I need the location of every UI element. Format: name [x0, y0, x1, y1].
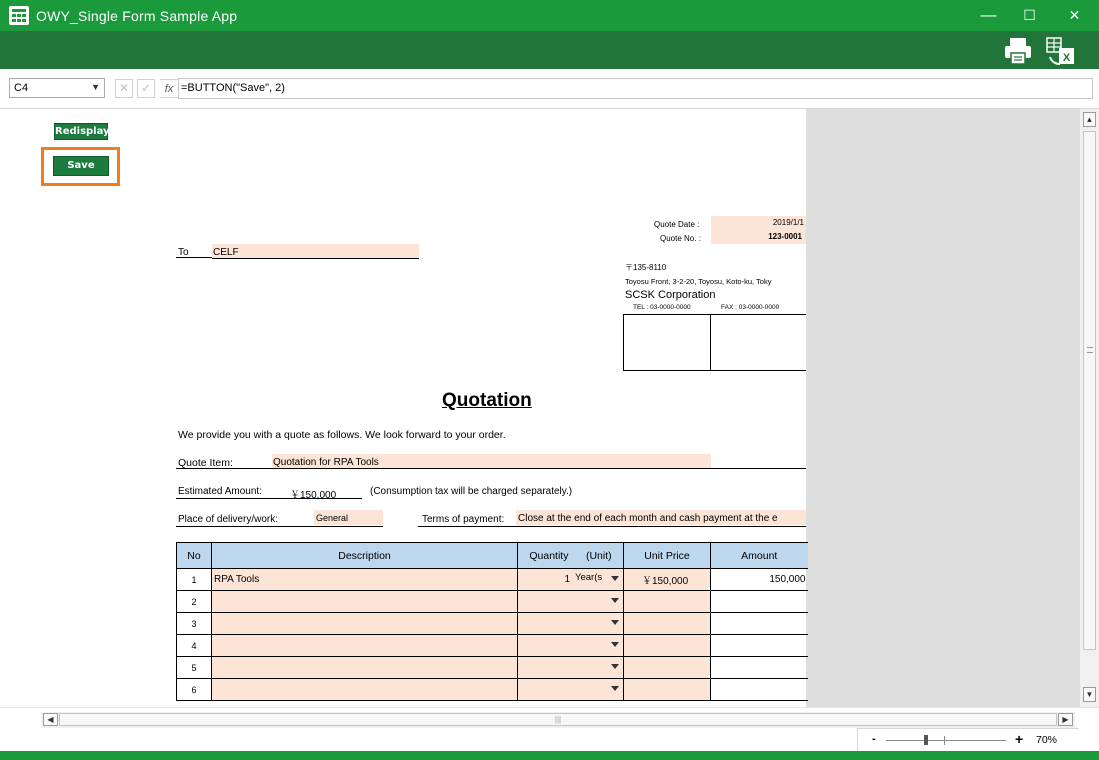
row-number: 6 [177, 679, 212, 701]
title-bar [0, 0, 1099, 31]
quote-table [176, 542, 808, 701]
description-value: RPA Tools [214, 574, 260, 585]
payment-field[interactable]: Close at the end of each month and cash payment at the e [516, 510, 806, 525]
unit-price-cell[interactable] [624, 613, 711, 635]
unit-price-cell[interactable] [624, 569, 711, 591]
quote-number-field[interactable]: 123-0001 [711, 230, 806, 244]
function-icon[interactable]: fx [160, 79, 178, 98]
to-underline [176, 257, 212, 258]
header-quantity-label: Quantity [529, 549, 569, 562]
formula-input[interactable]: =BUTTON("Save", 2) [178, 78, 1093, 99]
chevron-down-icon[interactable] [611, 642, 619, 647]
bottom-bar [0, 707, 1099, 751]
to-field[interactable]: CELF [212, 244, 419, 259]
stamp-box-2 [710, 314, 806, 371]
confirm-edit-icon[interactable]: ✓ [137, 79, 155, 98]
zoom-slider-track[interactable] [886, 740, 1006, 741]
table-body [177, 569, 808, 701]
row-number: 5 [177, 657, 212, 679]
chevron-down-icon: ▼ [91, 82, 100, 92]
description-cell[interactable] [212, 569, 518, 591]
estimated-amount-label: Estimated Amount: [178, 486, 262, 497]
header-unit-label: (Unit) [585, 549, 612, 562]
delivery-field[interactable]: General [314, 510, 383, 525]
payment-underline [418, 526, 806, 527]
spreadsheet-area[interactable] [0, 109, 1079, 707]
amount-cell [711, 569, 808, 591]
delivery-underline [176, 526, 383, 527]
table-row [177, 591, 808, 613]
window-title: OWY_Single Form Sample App [36, 8, 238, 24]
zoom-slider-tick [944, 736, 945, 745]
quantity-unit-cell[interactable] [518, 679, 624, 701]
vertical-scrollbar[interactable] [1079, 109, 1099, 707]
description-cell[interactable] [212, 657, 518, 679]
row-number: 2 [177, 591, 212, 613]
header-unit-price: Unit Price [624, 543, 711, 569]
intro-text: We provide you with a quote as follows. We look forward to your order. [178, 429, 506, 441]
stamp-box-1 [623, 314, 711, 371]
quantity-unit-cell[interactable] [518, 635, 624, 657]
unit-price-cell[interactable] [624, 679, 711, 701]
quantity-unit-cell[interactable] [518, 591, 624, 613]
row-number: 4 [177, 635, 212, 657]
chevron-down-icon[interactable] [611, 620, 619, 625]
scroll-left-icon[interactable]: ◀ [43, 713, 58, 726]
amount-cell [711, 657, 808, 679]
unit-price-cell[interactable] [624, 635, 711, 657]
company-fax: FAX : 03-0000-0000 [721, 304, 780, 311]
quote-date-field[interactable]: 2019/1/1 [711, 216, 806, 230]
header-description: Description [212, 543, 518, 569]
quote-number-label: Quote No. : [660, 234, 701, 243]
description-cell[interactable] [212, 613, 518, 635]
chevron-down-icon[interactable] [611, 686, 619, 691]
header-amount: Amount [711, 543, 808, 569]
cell-reference-box[interactable] [9, 78, 105, 98]
amount-cell [711, 591, 808, 613]
amount-cell [711, 679, 808, 701]
quote-date-label: Quote Date : [654, 220, 700, 229]
cancel-edit-icon[interactable]: ✕ [115, 79, 133, 98]
row-number: 1 [177, 569, 212, 591]
cell-reference-value: C4 [14, 82, 29, 94]
tax-note: (Consumption tax will be charged separately.) [370, 486, 573, 497]
chevron-down-icon[interactable] [611, 664, 619, 669]
estimated-amount-value: ￥150,000 [290, 490, 337, 501]
printer-icon[interactable] [1002, 35, 1034, 67]
horizontal-scroll-thumb[interactable]: ||| [59, 713, 1057, 726]
excel-export-icon[interactable] [1044, 35, 1076, 67]
table-row [177, 657, 808, 679]
scroll-down-icon[interactable]: ▼ [1083, 687, 1096, 702]
document-title: Quotation [442, 390, 532, 411]
vertical-scroll-thumb[interactable] [1083, 131, 1096, 650]
out-of-print-area [806, 109, 1079, 707]
unit-value: Year(s [575, 572, 603, 583]
zoom-in-button[interactable]: + [1015, 731, 1024, 747]
header-no: No [177, 543, 212, 569]
scroll-right-icon[interactable]: ▶ [1058, 713, 1073, 726]
horizontal-scrollbar[interactable] [41, 712, 1075, 728]
svg-text:X: X [1062, 52, 1071, 64]
redisplay-button[interactable]: Redisplay [54, 123, 108, 140]
chevron-down-icon[interactable] [611, 576, 619, 581]
quote-item-underline [176, 468, 806, 469]
row-number: 3 [177, 613, 212, 635]
company-name: SCSK Corporation [625, 289, 716, 301]
amount-value: 150,000 [769, 574, 806, 585]
maximize-button[interactable]: ☐ [1023, 7, 1036, 23]
quote-item-field[interactable]: Quotation for RPA Tools [272, 454, 711, 468]
minimize-button[interactable]: — [980, 6, 997, 24]
company-address: Toyosu Front, 3-2-20, Toyosu, Koto-ku, Toky [625, 277, 772, 286]
grip-icon [1087, 347, 1093, 353]
table-row [177, 613, 808, 635]
unit-price-value: ￥150,000 [642, 576, 689, 587]
amount-cell [711, 635, 808, 657]
status-bar [0, 751, 1099, 760]
zoom-out-button[interactable]: - [872, 733, 876, 745]
ribbon-toolbar [0, 31, 1099, 69]
header-quantity [518, 543, 624, 569]
table-row [177, 569, 808, 591]
to-label: To [178, 247, 189, 258]
delivery-label: Place of delivery/work: [178, 514, 279, 525]
quantity-unit-cell[interactable] [518, 613, 624, 635]
quantity-unit-cell[interactable] [518, 569, 624, 591]
table-row [177, 635, 808, 657]
unit-price-cell[interactable] [624, 591, 711, 613]
scroll-up-icon[interactable]: ▲ [1083, 112, 1096, 127]
company-postal: 〒135-8110 [625, 263, 667, 272]
zoom-slider-handle[interactable] [924, 735, 928, 745]
payment-label: Terms of payment: [422, 514, 505, 525]
amount-cell [711, 613, 808, 635]
save-button[interactable]: Save [53, 156, 109, 176]
description-cell[interactable] [212, 679, 518, 701]
description-cell[interactable] [212, 591, 518, 613]
quantity-value: 1 [564, 574, 570, 585]
formula-bar [0, 69, 1099, 109]
quantity-unit-cell[interactable] [518, 657, 624, 679]
table-row [177, 679, 808, 701]
zoom-control [857, 728, 1079, 751]
spreadsheet-app-icon [9, 6, 29, 25]
unit-price-cell[interactable] [624, 657, 711, 679]
zoom-level: 70% [1036, 734, 1058, 746]
quote-item-label: Quote Item: [178, 457, 233, 469]
company-tel: TEL : 03-0000-0000 [633, 304, 691, 311]
close-button[interactable]: ✕ [1068, 7, 1081, 23]
table-header-row [177, 543, 808, 569]
description-cell[interactable] [212, 635, 518, 657]
chevron-down-icon[interactable] [611, 598, 619, 603]
